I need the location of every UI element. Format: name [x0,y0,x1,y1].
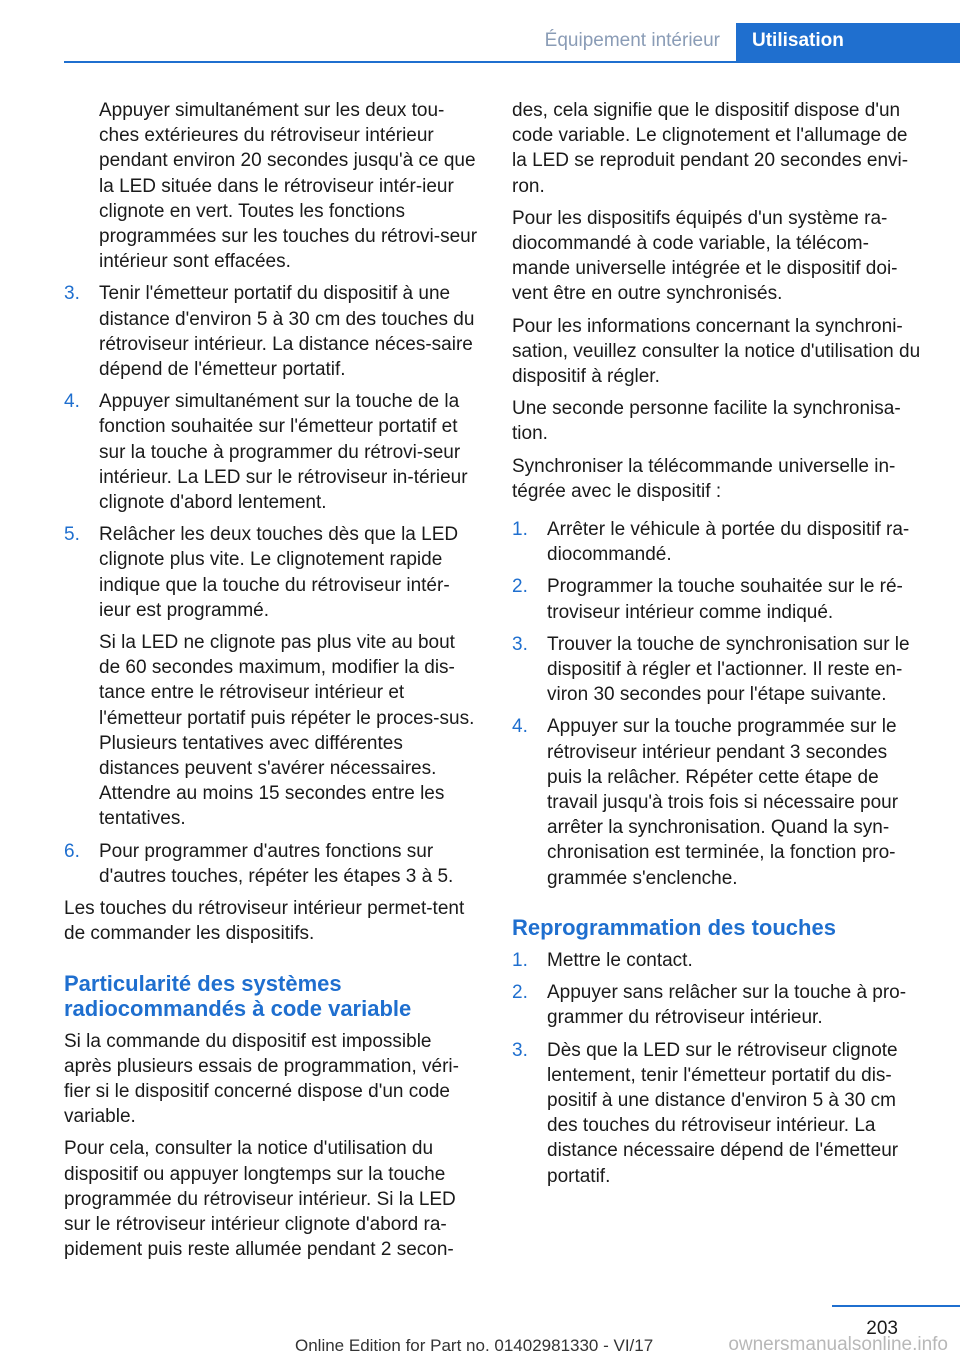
list-text: Appuyer sans relâcher sur la touche à pro‐grammer du rétroviseur intérieur. [547,982,907,1029]
right-column [512,98,926,1196]
list-subparagraph: Si la LED ne clignote pas plus vite au bout de 60 secondes maximum, modifier la dis‐tance entre le rétroviseur intérieur et l'émetteur portatif puis répéter le proces‐sus. Plusieurs tentatives avec différentes distances peuvent s'avérer nécessaires. Attendre au moins 15 secondes entre les tentatives. [99,632,475,830]
page-header [0,0,960,64]
list-item [512,517,926,567]
list-text: Programmer la touche souhaitée sur le ré‐troviseur intérieur comme indiqué. [547,576,903,623]
paragraph: Pour les dispositifs équipés d'un système ra‐diocommandé à code variable, la télécom‐mande universelle intégrée et le dispositif doi‐vent être en outre synchronisés. [512,207,898,305]
edition-note: Online Edition for Part no. 01402981330 - VI/17 [295,1336,654,1355]
header-chapter-tab: Utilisation [736,23,960,61]
list-item [512,980,926,1030]
header-section-title: Équipement intérieur [544,30,720,51]
section-heading: Reprogrammation des touches [512,914,836,940]
list-text: Mettre le contact. [547,949,693,971]
list-number: 2. [512,576,528,598]
list-item [64,839,478,889]
list-item [64,522,478,831]
paragraph: Si la commande du dispositif est impossible après plusieurs essais de programmation, véri‐fier si le dispositif concerné dispose d'un code variable. [64,1030,459,1128]
section-heading: Particularité des systèmes radiocommandés à code variable [64,970,412,1021]
list-number: 5. [64,524,80,546]
paragraph: Pour cela, consulter la notice d'utilisation du dispositif ou appuyer longtemps sur la touche programmée du rétroviseur intérieur. Si la LED sur le rétroviseur intérieur clignote d'abord ra‐pidement puis reste allumée pendant 2 secon‐ [64,1138,456,1261]
list-text: Relâcher les deux touches dès que la LED clignote plus vite. Le clignotement rapide indique que la touche du rétroviseur intér‐ieur est programmé. [99,524,459,621]
list-text: Trouver la touche de synchronisation sur le dispositif à régler et l'actionner. Il reste en‐viron 30 secondes pour l'étape suivante. [547,633,910,706]
left-column [64,98,478,1269]
list-text: Appuyer sur la touche programmée sur le rétroviseur intérieur pendant 3 secondes puis la relâcher. Répéter cette étape de travail jusqu'à trois fois si nécessaire pour arrêter la synchronisation. Quand la syn‐chronisation est terminée, la fonction pro‐grammée s'enclenche. [547,716,899,889]
list-number: 2. [512,982,528,1004]
list-number: 3. [512,633,528,655]
paragraph: Pour les informations concernant la synchroni‐sation, veuillez consulter la notice d'utilisation du dispositif à régler. [512,315,921,388]
list-item [512,714,926,890]
list-item [512,574,926,624]
watermark: ownersmanualsonline.info [728,1334,948,1355]
paragraph: Les touches du rétroviseur intérieur permet‐tent de commander les dispositifs. [64,898,465,945]
list-item [512,632,926,708]
list-item [64,389,478,515]
list-number: 3. [64,283,80,305]
list-number: 3. [512,1039,528,1061]
paragraph: Synchroniser la télécommande universelle in‐tégrée avec le dispositif : [512,455,896,502]
list-number: 1. [512,949,528,971]
header-rule [64,61,960,63]
list-number: 4. [64,391,80,413]
list-item [64,281,478,382]
paragraph: des, cela signifie que le dispositif dispose d'un code variable. Le clignotement et l'allumage de la LED se reproduit pendant 20 secondes envi‐ron. [512,100,909,197]
list-text: Arrêter le véhicule à portée du dispositif ra‐diocommandé. [547,519,910,566]
page-number: 203 [866,1318,898,1339]
list-text: Dès que la LED sur le rétroviseur clignote lentement, tenir l'émetteur portatif du dis‐positif à une distance d'environ 5 à 30 cm des touches du rétroviseur intérieur. La distance nécessaire dépend de l'émetteur portatif. [547,1039,899,1187]
paragraph: Une seconde personne facilite la synchronisa‐tion. [512,398,901,445]
list-number: 1. [512,519,528,541]
footer-rule [832,1305,960,1307]
list-text: Appuyer simultanément sur la touche de la fonction souhaitée sur l'émetteur portatif et sur la touche à programmer du rétrovi‐seur intérieur. La LED sur le rétroviseur in‐térieur clignote d'abord lentement. [99,391,468,514]
list-item-continuation: Appuyer simultanément sur les deux tou‐ches extérieures du rétroviseur intérieur pendant environ 20 secondes jusqu'à ce que la LED située dans le rétroviseur intér‐ieur clignote en vert. Toutes les fonctions programmées sur les touches du rétrovi‐seur intérieur sont effacées. [99,100,478,273]
list-text: Tenir l'émetteur portatif du dispositif à une distance d'environ 5 à 30 cm des touches du rétroviseur intérieur. La distance néces‐saire dépend de l'émetteur portatif. [99,283,475,381]
list-item [512,1038,926,1189]
list-item [512,948,926,973]
list-number: 4. [512,716,528,738]
list-text: Pour programmer d'autres fonctions sur d'autres touches, répéter les étapes 3 à 5. [99,840,454,887]
list-number: 6. [64,840,80,862]
